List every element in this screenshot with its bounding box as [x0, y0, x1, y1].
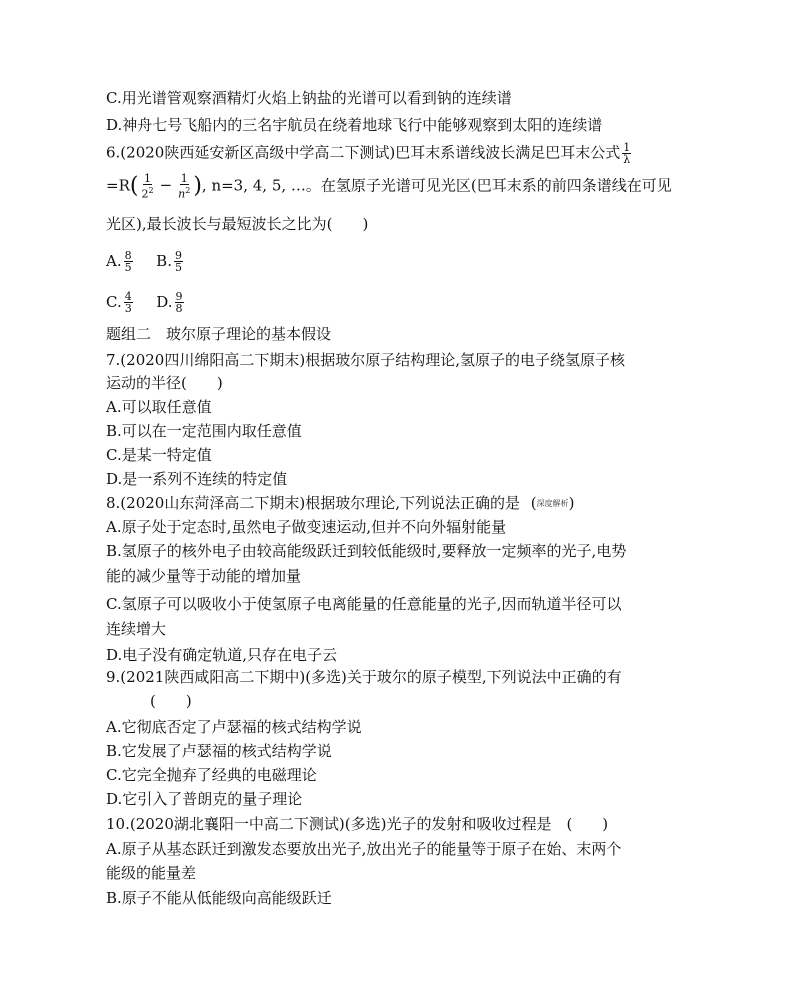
q9-option-d[interactable]: D.它引入了普朗克的量子理论 — [106, 790, 303, 808]
q6-stem-line3: 光区),最长波长与最短波长之比为( ) — [106, 215, 369, 233]
q7-option-c[interactable]: C.是某一特定值 — [106, 446, 212, 464]
formula-minus: − — [159, 176, 173, 195]
deep-analysis-note: 深度解析 — [536, 499, 569, 508]
formula-fraction-1: $\frac{1}{2^2}$ — [141, 172, 154, 201]
formula-eq-start: =R — [106, 176, 130, 195]
q6-formula-line — [106, 173, 672, 200]
q10-option-a-line1[interactable]: A.原子从基态跃迁到激发态要放出光子,放出光子的能量等于原子在始、末两个 — [106, 840, 622, 858]
q9-stem-line1: 9.(2021陕西咸阳高二下期中)(多选)关于玻尔的原子模型,下列说法中正确的有 — [106, 668, 622, 686]
q8-option-a[interactable]: A.原子处于定态时,虽然电子做变速运动,但并不向外辐射能量 — [106, 518, 507, 536]
q10-stem: 10.(2020湖北襄阳一中高二下测试)(多选)光子的发射和吸收过程是 ( ) — [106, 815, 609, 833]
q6-option-b[interactable]: B. $\frac{9}{5}$ — [156, 249, 182, 274]
reciprocal-lambda: $\frac{1}{\lambda}$ — [623, 141, 631, 166]
right-paren: ) — [193, 173, 202, 199]
q8-option-b-line1[interactable]: B.氢原子的核外电子由较高能级跃迁到较低能级时,要释放一定频率的光子,电势 — [106, 542, 627, 560]
q6-option-c[interactable]: C. $\frac{4}{3}$ — [106, 290, 132, 315]
left-paren: ( — [129, 173, 139, 199]
q6-option-a[interactable]: A. $\frac{8}{5}$ — [106, 249, 132, 274]
q8-option-c-line2: 连续增大 — [106, 620, 167, 638]
formula-fraction-2: $\frac{1}{n^2}$ — [178, 172, 191, 201]
q7-option-b[interactable]: B.可以在一定范围内取任意值 — [106, 422, 302, 440]
q9-option-b[interactable]: B.它发展了卢瑟福的核式结构学说 — [106, 742, 332, 760]
q6-text: 6.(2020陕西延安新区高级中学高二下测试)巴耳末系谱线波长满足巴耳末公式 — [106, 143, 621, 162]
q7-option-d[interactable]: D.是一系列不连续的特定值 — [106, 470, 288, 488]
q6-option-d[interactable]: D. $\frac{9}{8}$ — [156, 290, 183, 315]
q10-option-b[interactable]: B.原子不能从低能级向高能级跃迁 — [106, 889, 332, 907]
q9-option-a[interactable]: A.它彻底否定了卢瑟福的核式结构学说 — [106, 718, 362, 736]
q9-option-c[interactable]: C.它完全抛弃了经典的电磁理论 — [106, 766, 317, 784]
q5-option-c: C.用光谱管观察酒精灯火焰上钠盐的光谱可以看到钠的连续谱 — [106, 89, 512, 107]
q6-stem-line1 — [106, 142, 633, 165]
q6-line2-rest: , n=3, 4, 5, …。在氢原子光谱可见光区(巴耳末系的前四条谱线在可见 — [201, 176, 672, 195]
q5-option-d: D.神舟七号飞船内的三名宇航员在绕着地球飞行中能够观察到太阳的连续谱 — [106, 116, 603, 134]
q8-option-c-line1[interactable]: C.氢原子可以吸收小于使氢原子电离能量的任意能量的光子,因而轨道半径可以 — [106, 595, 622, 613]
q7-stem-line1: 7.(2020四川绵阳高二下期末)根据玻尔原子结构理论,氢原子的电子绕氢原子核 — [106, 351, 625, 369]
q8-option-d[interactable]: D.电子没有确定轨道,只存在电子云 — [106, 646, 338, 664]
q10-option-a-line2: 能级的能量差 — [106, 864, 197, 882]
q6-options-ab — [106, 250, 185, 273]
q8-stem: 8.(2020山东菏泽高二下期末)根据玻尔理论,下列说法正确的是 (深度解析) — [106, 494, 575, 512]
q8-option-b-line2: 能的减少量等于动能的增加量 — [106, 567, 302, 585]
q9-stem-line2: ( ) — [150, 692, 192, 710]
q6-options-cd — [106, 291, 186, 314]
q7-stem-line2: 运动的半径( ) — [106, 374, 223, 392]
group2-heading: 题组二 玻尔原子理论的基本假设 — [106, 325, 332, 343]
q7-option-a[interactable]: A.可以取任意值 — [106, 398, 212, 416]
